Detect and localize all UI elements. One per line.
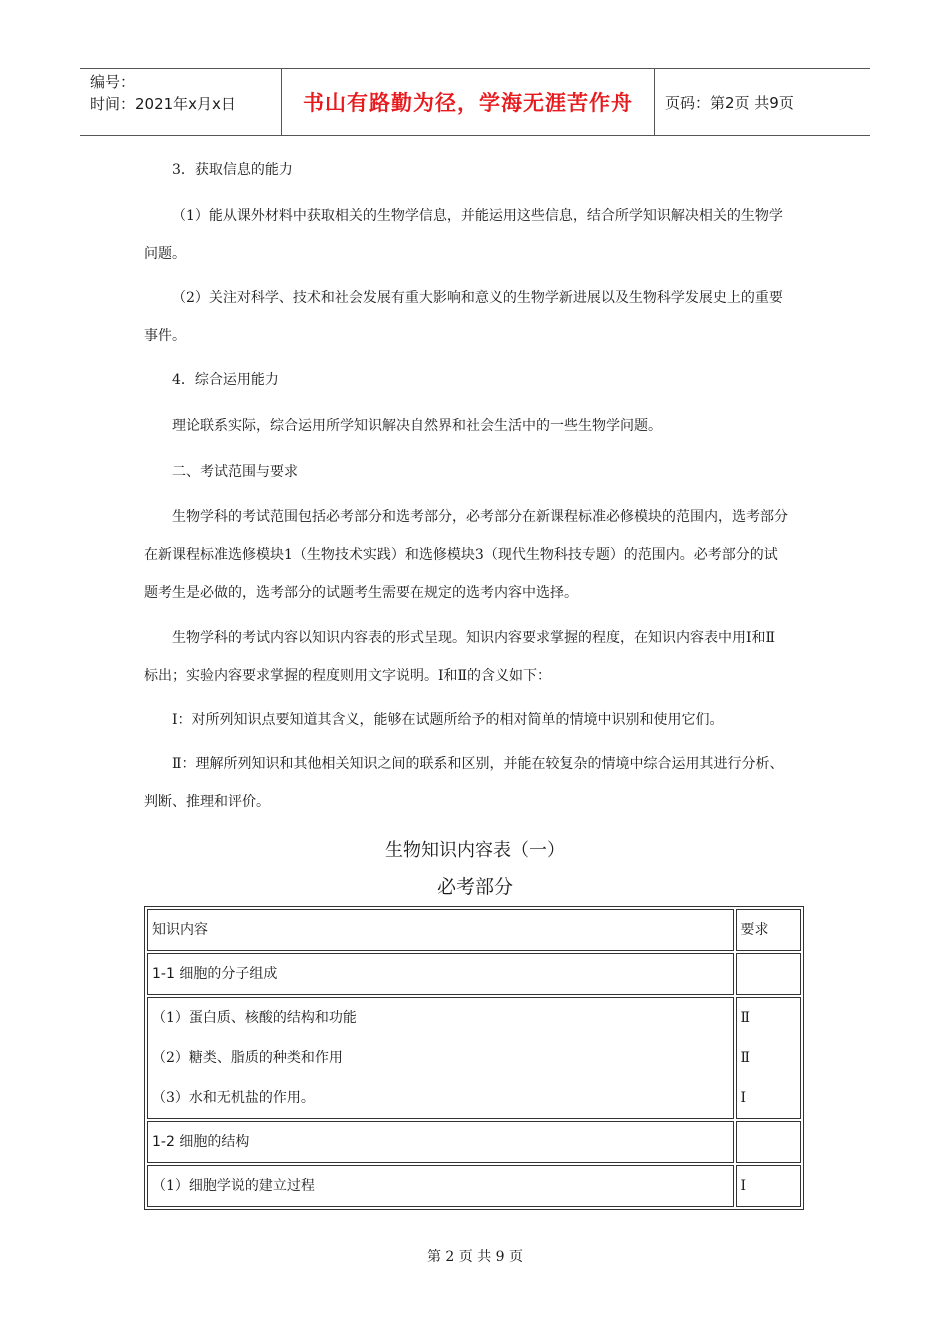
paragraph: 生物学科的考试内容以知识内容表的形式呈现。知识内容要求掌握的程度，在知识内容表中用Ⅰ和Ⅱ xyxy=(172,630,776,646)
list-item: （3）水和无机盐的作用。 xyxy=(152,1090,315,1106)
table-subtitle: 必考部分 xyxy=(436,876,513,898)
header-meta xyxy=(80,69,282,135)
paragraph: 3．获取信息的能力 xyxy=(172,162,293,178)
header-page-info: 页码：第2页 共9页 xyxy=(665,93,794,112)
item-list xyxy=(147,1165,734,1207)
paragraph: 标出；实验内容要求掌握的程度则用文字说明。Ⅰ和Ⅱ的含义如下： xyxy=(144,668,552,684)
paragraph: 4．综合运用能力 xyxy=(172,372,279,388)
requirement-list xyxy=(736,1165,801,1207)
list-item: （1）蛋白质、核酸的结构和功能 xyxy=(152,1010,357,1026)
column-header-requirement: 要求 xyxy=(736,909,801,951)
paragraph: 二、考试范围与要求 xyxy=(172,464,298,480)
requirement-level: Ⅰ xyxy=(740,1090,747,1106)
header-motto: 书山有路勤为径，学海无涯苦作舟 xyxy=(282,69,655,135)
requirement-level: Ⅱ xyxy=(740,1010,751,1026)
page-footer: 第 2 页 共 9 页 xyxy=(426,1249,524,1265)
page-header xyxy=(80,68,870,136)
paragraph: 生物学科的考试范围包括必考部分和选考部分，必考部分在新课程标准必修模块的范围内，选考部分 xyxy=(172,509,788,525)
list-item: （2）糖类、脂质的种类和作用 xyxy=(152,1050,343,1066)
section-heading: 1-2 细胞的结构 xyxy=(147,1121,734,1163)
paragraph: 判断、推理和评价。 xyxy=(144,794,270,810)
column-header-content: 知识内容 xyxy=(147,909,734,951)
table-header-row xyxy=(147,909,801,951)
requirement-level: Ⅰ xyxy=(740,1178,747,1194)
paragraph: 题考生是必做的，选考部分的试题考生需要在规定的选考内容中选择。 xyxy=(144,585,578,601)
section-heading: 1-1 细胞的分子组成 xyxy=(147,953,734,995)
table-row xyxy=(147,953,801,995)
paragraph: （1）能从课外材料中获取相关的生物学信息，并能运用这些信息，结合所学知识解决相关的生物学 xyxy=(172,208,783,224)
paragraph: （2）关注对科学、技术和社会发展有重大影响和意义的生物学新进展以及生物科学发展史上的重要 xyxy=(172,290,783,306)
table-row xyxy=(147,1165,801,1207)
table-row xyxy=(147,1121,801,1163)
paragraph: 理论联系实际，综合运用所学知识解决自然界和社会生活中的一些生物学问题。 xyxy=(172,418,662,434)
paragraph: 问题。 xyxy=(144,246,186,262)
requirement-list xyxy=(736,997,801,1119)
table-row xyxy=(147,997,801,1119)
knowledge-table xyxy=(144,906,804,1210)
requirement-level: Ⅱ xyxy=(740,1050,751,1066)
list-item: （1）细胞学说的建立过程 xyxy=(152,1178,315,1194)
paragraph: 在新课程标准选修模块1（生物技术实践）和选修模块3（现代生物科技专题）的范围内。必考部分的试 xyxy=(144,547,778,563)
item-list xyxy=(147,997,734,1119)
paragraph: Ⅰ：对所列知识点要知道其含义，能够在试题所给予的相对简单的情境中识别和使用它们。 xyxy=(172,712,724,728)
paragraph: Ⅱ：理解所列知识和其他相关知识之间的联系和区别，并能在较复杂的情境中综合运用其进行分析、 xyxy=(172,756,784,772)
paragraph: 事件。 xyxy=(144,328,186,344)
header-date: 时间：2021年x月x日 xyxy=(90,95,236,113)
header-number: 编号： xyxy=(90,73,136,91)
table-title: 生物知识内容表（一） xyxy=(385,840,565,861)
